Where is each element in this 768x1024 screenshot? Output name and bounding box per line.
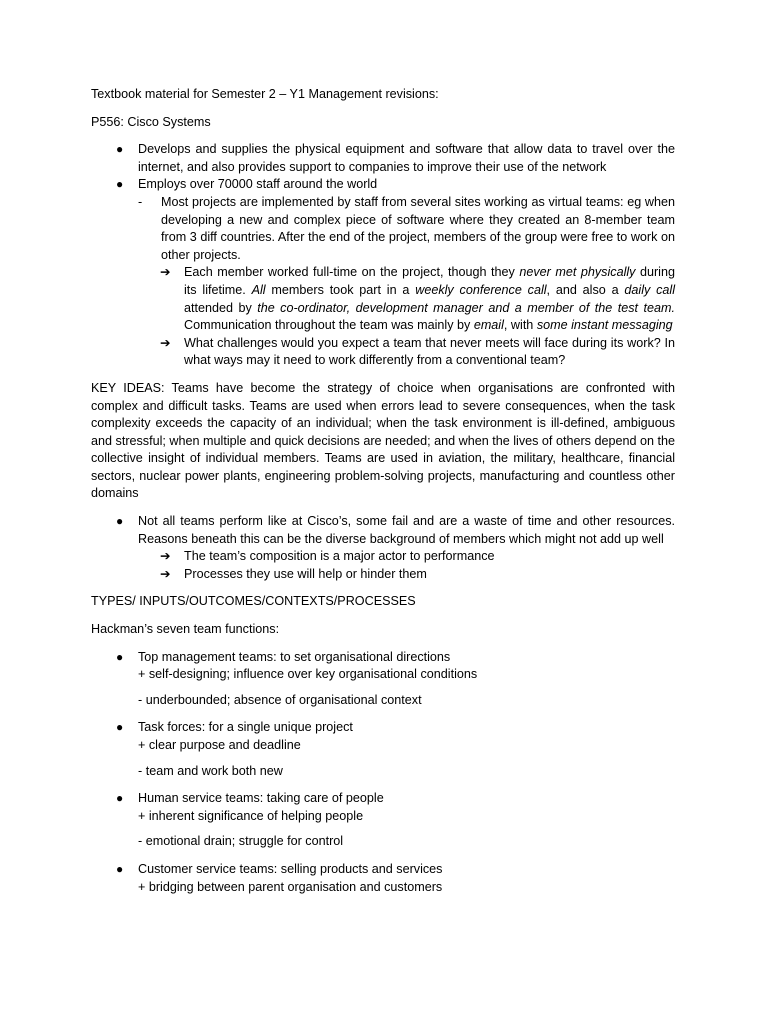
arrow-item xyxy=(91,566,675,584)
function-plus: + self-designing; influence over key organisational conditions xyxy=(138,667,478,682)
list-item xyxy=(91,141,675,176)
bullet-icon: ● xyxy=(116,791,124,806)
function-title: Top management teams: to set organisational directions xyxy=(138,649,451,664)
bullet-text: Develops and supplies the physical equipment and software that allow data to travel over the internet, and also provides support to companies to improve their use of the network xyxy=(138,142,675,174)
arrow-item-text: The team’s composition is a major actor to performance xyxy=(184,549,495,564)
bullet-icon: ● xyxy=(116,649,124,664)
list-item xyxy=(91,513,675,548)
arrow-right-icon: ➔ xyxy=(160,265,171,280)
document-page xyxy=(91,86,675,896)
arrow-item xyxy=(91,335,675,370)
arrow-right-icon: ➔ xyxy=(160,549,171,564)
function-title: Customer service teams: selling products and services xyxy=(138,861,443,876)
section-heading: P556: Cisco Systems xyxy=(91,114,211,129)
function-plus: + clear purpose and deadline xyxy=(138,738,301,752)
arrow-item-text: Processes they use will help or hinder them xyxy=(184,566,427,581)
sub-item-text: Most projects are implemented by staff from several sites working as virtual teams: eg when developing a new and complex piece of software where they created an 8-member team from 3 diff countries. After the end of the project, members of the group were free to work on other projects. xyxy=(161,194,675,262)
doc-title: Textbook material for Semester 2 – Y1 Management revisions: xyxy=(91,87,439,101)
bullet-icon: ● xyxy=(116,177,124,192)
bullet-text: Employs over 70000 staff around the world xyxy=(138,177,378,192)
list-item xyxy=(91,176,675,194)
list-item xyxy=(91,649,675,710)
arrow-right-icon: ➔ xyxy=(160,566,171,581)
sub-list-item xyxy=(91,194,675,264)
function-plus: + bridging between parent organisation and customers xyxy=(138,879,443,894)
bullet-icon: ● xyxy=(116,720,124,735)
types-heading: TYPES/ INPUTS/OUTCOMES/CONTEXTS/PROCESSES xyxy=(91,594,416,609)
function-minus: - underbounded; absence of organisational context xyxy=(138,692,422,707)
arrow-item: ➔ Each member worked full-time on the project, though they never met physically during its lifetime. All members took part in a weekly conference call, and also a daily call attended by the co-ordinator, development manager and a member of the test team. Communication throughout the team was mainly by email, with some instant messaging xyxy=(160,265,675,333)
list-item xyxy=(91,861,675,896)
bullet-icon: ● xyxy=(116,142,124,157)
function-title: Human service teams: taking care of people xyxy=(138,791,384,806)
list-item xyxy=(91,719,675,780)
function-minus: - emotional drain; struggle for control xyxy=(138,834,344,849)
list-item xyxy=(91,790,675,851)
bullet-icon: ● xyxy=(116,514,124,529)
dash-marker: - xyxy=(138,194,143,209)
arrow-item xyxy=(91,548,675,566)
function-minus: - team and work both new xyxy=(138,763,283,778)
hackman-heading: Hackman’s seven team functions: xyxy=(91,622,280,637)
arrow-item-text: What challenges would you expect a team that never meets will face during its work? In what ways may it need to work differently from a conventional team? xyxy=(184,335,675,368)
bullet-text: Not all teams perform like at Cisco’s, some fail and are a waste of time and other resources. Reasons beneath this can be the diverse background of members which might not add up well xyxy=(138,514,675,546)
function-plus: + inherent significance of helping people xyxy=(138,808,364,823)
key-ideas-paragraph: KEY IDEAS: Teams have become the strategy of choice when organisations are confronted with complex and difficult tasks. Teams are used when errors lead to severe consequences, when the task complexity exceeds the capacity of an individual; when the task environment is ill-defined, ambiguous and stressful; when multiple and quick decisions are needed; and when the lives of others depend on the collective insight of individual members. Teams are used in aviation, the military, healthcare, financial sectors, nuclear power plants, engineering problem-solving projects, manufacturing and countless other domains xyxy=(91,380,675,501)
bullet-icon: ● xyxy=(116,861,124,876)
arrow-right-icon: ➔ xyxy=(160,335,171,350)
function-title: Task forces: for a single unique project xyxy=(138,720,353,735)
